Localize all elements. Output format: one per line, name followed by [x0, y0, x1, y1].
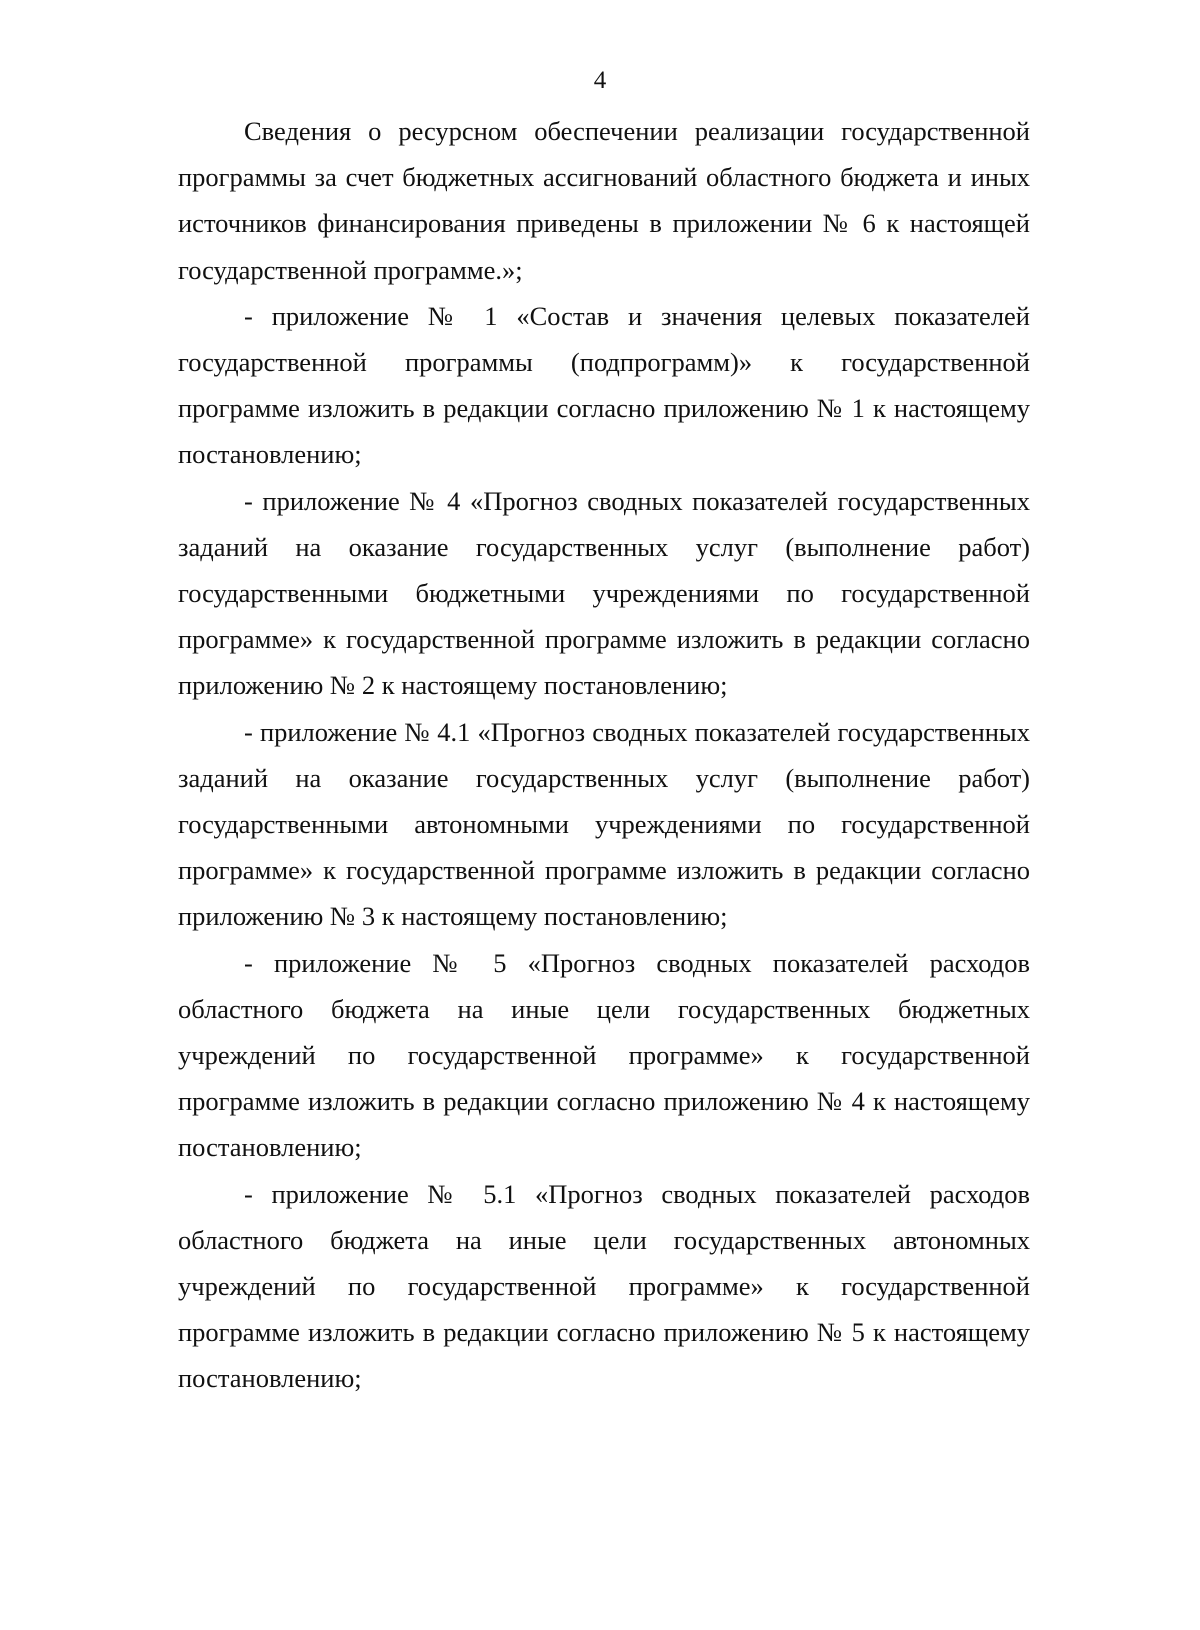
document-body: [178, 108, 1030, 1402]
paragraph-resource-provision: Сведения о ресурсном обеспечении реализации государственной программы за счет бюджетных ассигнований областного бюджета и иных источников финансирования приведены в приложении № 6 к настоящей государственной программе.»;: [178, 116, 1030, 285]
paragraph-appendix-1: - приложение № 1 «Состав и значения целевых показателей государственной программы (подпрограмм)» к государственной программе изложить в редакции согласно приложению № 1 к настоящему постановлению;: [178, 300, 1030, 470]
paragraph-appendix-4-1: - приложение № 4.1 «Прогноз сводных показателей государственных заданий на оказание государственных услуг (выполнение работ) государственными автономными учреждениями по государственной программе» к государственной программе изложить в редакции согласно приложению № 3 к настоящему постановлению;: [178, 716, 1030, 932]
paragraph-appendix-5-1: - приложение № 5.1 «Прогноз сводных показателей расходов областного бюджета на иные цели государственных автономных учреждений по государственной программе» к государственной программе изложить в редакции согласно приложению № 5 к настоящему постановлению;: [178, 1178, 1030, 1394]
page-number: 4: [593, 67, 607, 94]
paragraph-appendix-4: - приложение № 4 «Прогноз сводных показателей государственных заданий на оказание государственных услуг (выполнение работ) государственными бюджетными учреждениями по государственной программе» к государственной программе изложить в редакции согласно приложению № 2 к настоящему постановлению;: [178, 485, 1030, 701]
paragraph-appendix-5: - приложение № 5 «Прогноз сводных показателей расходов областного бюджета на иные цели государственных бюджетных учреждений по государственной программе» к государственной программе изложить в редакции согласно приложению № 4 к настоящему постановлению;: [178, 947, 1030, 1163]
